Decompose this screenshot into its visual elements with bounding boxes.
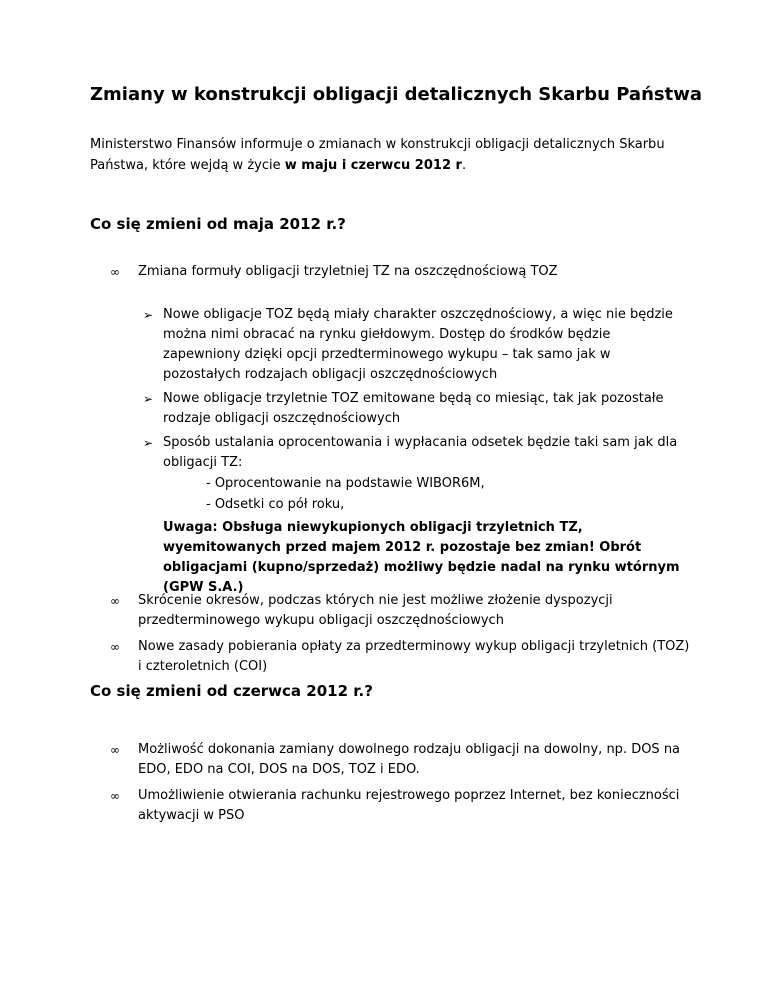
bullet-text: Zmiana formuły obligacji trzyletniej TZ na oszczędnościową TOZ [138,264,558,279]
dash-item-1: - Oprocentowanie na podstawie WIBOR6M, [206,476,485,491]
warning-note: Uwaga: Obsługa niewykupionych obligacji trzyletnich TZ, wyemitowanych przed majem 2012 r. pozostaje bez zmian! Obrót obligacjami (kupno/sprzedaż) możliwy będzie nadal na rynku wtórnym (GPW S.A.) [163,520,680,595]
section2-heading: Co się zmieni od czerwca 2012 r.? [90,682,373,700]
section1-heading: Co się zmieni od maja 2012 r.? [90,215,346,233]
infinity-bullet-icon: ∞ [110,743,120,757]
bullet-text: Nowe zasady pobierania opłaty za przedterminowy wykup obligacji trzyletnich (TOZ) i czteroletnich (COI) [138,639,690,674]
intro-text: Ministerstwo Finansów informuje o zmianach w konstrukcji obligacji detalicznych Skarbu Państwa, które wejdą w życie [90,137,665,173]
dash-item-2: - Odsetki co pół roku, [206,497,345,512]
document-title: Zmiany w konstrukcji obligacji detalicznych Skarbu Państwa [90,84,702,105]
arrow-bullet-icon: ➢ [143,308,154,322]
infinity-bullet-icon: ∞ [110,640,120,654]
bullet-text: Możliwość dokonania zamiany dowolnego rodzaju obligacji na dowolny, np. DOS na EDO, EDO na COI, DOS na DOS, TOZ i EDO. [138,742,681,777]
infinity-bullet-icon: ∞ [110,789,120,803]
sub-bullet-text: Sposób ustalania oprocentowania i wypłacania odsetek będzie taki sam jak dla obligacji TZ: [163,435,678,470]
bullet-text: Skrócenie okresów, podczas których nie jest możliwe złożenie dyspozycji przedterminowego wykupu obligacji oszczędnościowych [138,593,613,628]
intro-end: . [461,158,467,173]
infinity-bullet-icon: ∞ [110,265,120,279]
infinity-bullet-icon: ∞ [110,594,120,608]
bullet-text: Umożliwienie otwierania rachunku rejestrowego poprzez Internet, bez konieczności aktywacji w PSO [138,788,680,823]
sub-bullet-text: Nowe obligacje TOZ będą miały charakter oszczędnościowy, a więc nie będzie można nimi obracać na rynku giełdowym. Dostęp do środków będzie zapewniony dzięki opcji przedterminowego wykupu – tak samo jak w pozostałych rodzajach obligacji oszczędnościowych [163,307,673,382]
sub-bullet-text: Nowe obligacje trzyletnie TOZ emitowane będą co miesiąc, tak jak pozostałe rodzaje obligacji oszczędnościowych [163,391,664,426]
intro-bold-date: w maju i czerwcu 2012 r [284,158,462,173]
intro-paragraph [90,134,700,176]
arrow-bullet-icon: ➢ [143,392,154,406]
arrow-bullet-icon: ➢ [143,436,154,450]
